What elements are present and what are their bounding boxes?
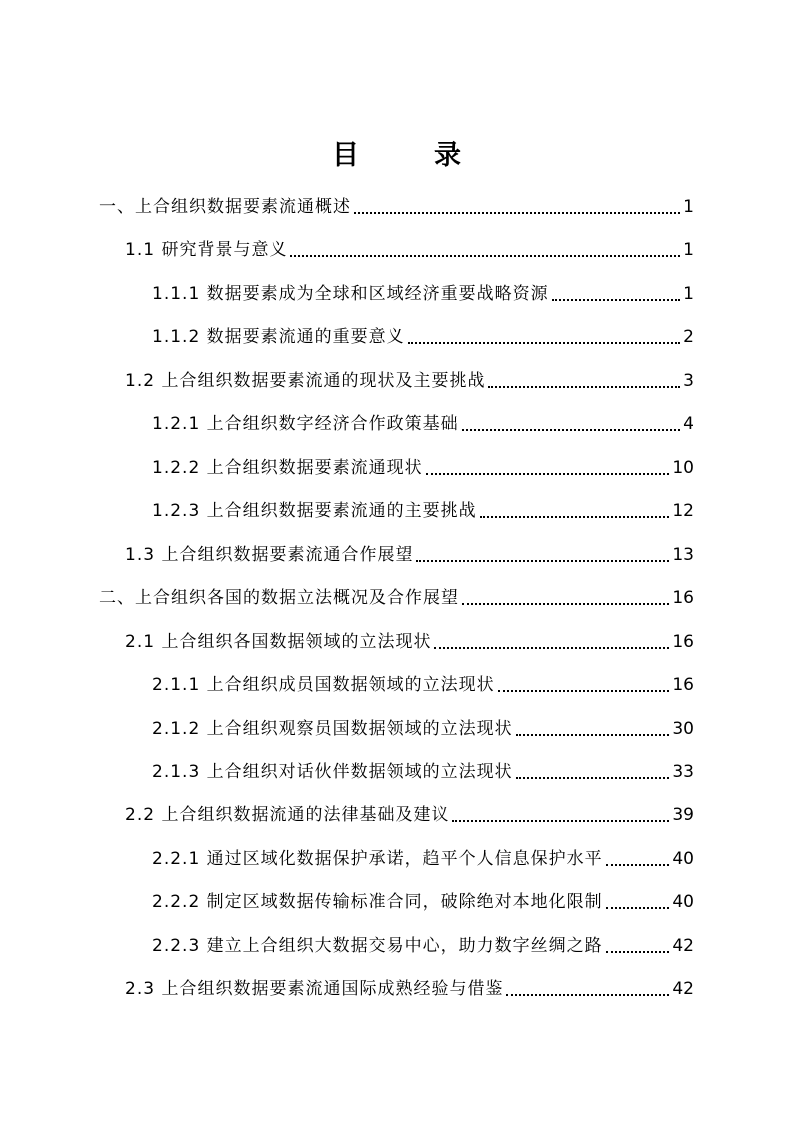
toc-entry-label: 1.1 研究背景与意义: [125, 240, 288, 260]
toc-entry[interactable]: [99, 579, 694, 609]
toc-leader: [462, 429, 681, 431]
toc-entry-label: 2.2.1 通过区域化数据保护承诺，趋平个人信息保护水平: [152, 849, 603, 869]
toc-entry-label: 2.1.3 上合组织对话伙伴数据领域的立法现状: [152, 762, 513, 782]
toc-entry-page: 1: [683, 240, 694, 260]
toc-leader: [408, 342, 681, 344]
toc-entry-label: 2.2 上合组织数据流通的法律基础及建议: [125, 805, 450, 825]
toc-entry[interactable]: [125, 796, 694, 826]
toc-leader: [606, 864, 670, 866]
toc-entry-page: 12: [672, 501, 694, 521]
toc-leader: [606, 951, 670, 953]
toc-entry-page: 42: [672, 979, 694, 999]
toc-leader: [516, 777, 670, 779]
toc-leader: [416, 560, 669, 562]
toc-entry-label: 一、上合组织数据要素流通概述: [99, 197, 351, 217]
toc-entry[interactable]: [152, 666, 694, 696]
toc-leader: [452, 820, 669, 822]
toc-entry[interactable]: [152, 840, 694, 870]
toc-entry-page: 39: [672, 805, 694, 825]
toc-entry-page: 16: [672, 588, 694, 608]
toc-leader: [480, 516, 670, 518]
toc-entry[interactable]: [125, 362, 694, 392]
toc-entry-label: 2.1.1 上合组织成员国数据领域的立法现状: [152, 675, 495, 695]
toc-entry[interactable]: [125, 623, 694, 653]
toc-leader: [552, 299, 681, 301]
toc-entry[interactable]: [125, 231, 694, 261]
toc-entry-label: 2.1.2 上合组织观察员国数据领域的立法现状: [152, 719, 513, 739]
toc-entry-page: 1: [683, 197, 694, 217]
toc-entry-label: 1.2 上合组织数据要素流通的现状及主要挑战: [125, 371, 486, 391]
toc-entry-page: 33: [672, 762, 694, 782]
toc-leader: [498, 690, 670, 692]
toc-entry-label: 2.1 上合组织各国数据领域的立法现状: [125, 632, 432, 652]
toc-entry-page: 13: [672, 545, 694, 565]
toc-entry-page: 2: [683, 327, 694, 347]
toc-entry-label: 2.2.2 制定区域数据传输标准合同，破除绝对本地化限制: [152, 892, 603, 912]
toc-leader: [506, 994, 669, 996]
toc-entry-label: 1.2.2 上合组织数据要素流通现状: [152, 458, 423, 478]
toc-entry-label: 2.3 上合组织数据要素流通国际成熟经验与借鉴: [125, 979, 504, 999]
toc-entry[interactable]: [152, 710, 694, 740]
toc-entry-page: 16: [672, 675, 694, 695]
toc-entry-page: 10: [672, 458, 694, 478]
toc-entry[interactable]: [152, 318, 694, 348]
toc-leader: [606, 907, 670, 909]
toc-leader: [426, 473, 670, 475]
toc-leader: [354, 212, 680, 214]
toc-entry-page: 4: [683, 414, 694, 434]
toc-entry-label: 2.2.3 建立上合组织大数据交易中心，助力数字丝绸之路: [152, 936, 603, 956]
toc-entry-label: 1.2.3 上合组织数据要素流通的主要挑战: [152, 501, 477, 521]
toc-entry-label: 1.1.2 数据要素流通的重要意义: [152, 327, 405, 347]
toc-entry-page: 40: [672, 892, 694, 912]
toc-entry[interactable]: [152, 927, 694, 957]
toc-entry-page: 1: [683, 284, 694, 304]
toc-entry[interactable]: [152, 492, 694, 522]
toc-entry[interactable]: [152, 449, 694, 479]
toc-entry[interactable]: [152, 275, 694, 305]
page-title: 目 录: [332, 140, 485, 171]
toc-entry-label: 1.3 上合组织数据要素流通合作展望: [125, 545, 414, 565]
toc-entry[interactable]: [125, 536, 694, 566]
toc-leader: [488, 386, 680, 388]
toc-entry[interactable]: [152, 883, 694, 913]
toc-entry[interactable]: [152, 405, 694, 435]
toc-entry-page: 30: [672, 719, 694, 739]
toc-entry-label: 二、上合组织各国的数据立法概况及合作展望: [99, 588, 459, 608]
toc-leader: [462, 603, 669, 605]
toc-leader: [516, 734, 670, 736]
toc-leader: [290, 255, 680, 257]
toc-entry[interactable]: [99, 188, 694, 218]
toc-leader: [434, 647, 669, 649]
toc-entry[interactable]: [125, 970, 694, 1000]
toc-entry-label: 1.2.1 上合组织数字经济合作政策基础: [152, 414, 459, 434]
toc-entry-page: 40: [672, 849, 694, 869]
toc-entry-page: 16: [672, 632, 694, 652]
toc-entry-label: 1.1.1 数据要素成为全球和区域经济重要战略资源: [152, 284, 549, 304]
toc-entry-page: 42: [672, 936, 694, 956]
toc-entry-page: 3: [683, 371, 694, 391]
toc-entry[interactable]: [152, 753, 694, 783]
